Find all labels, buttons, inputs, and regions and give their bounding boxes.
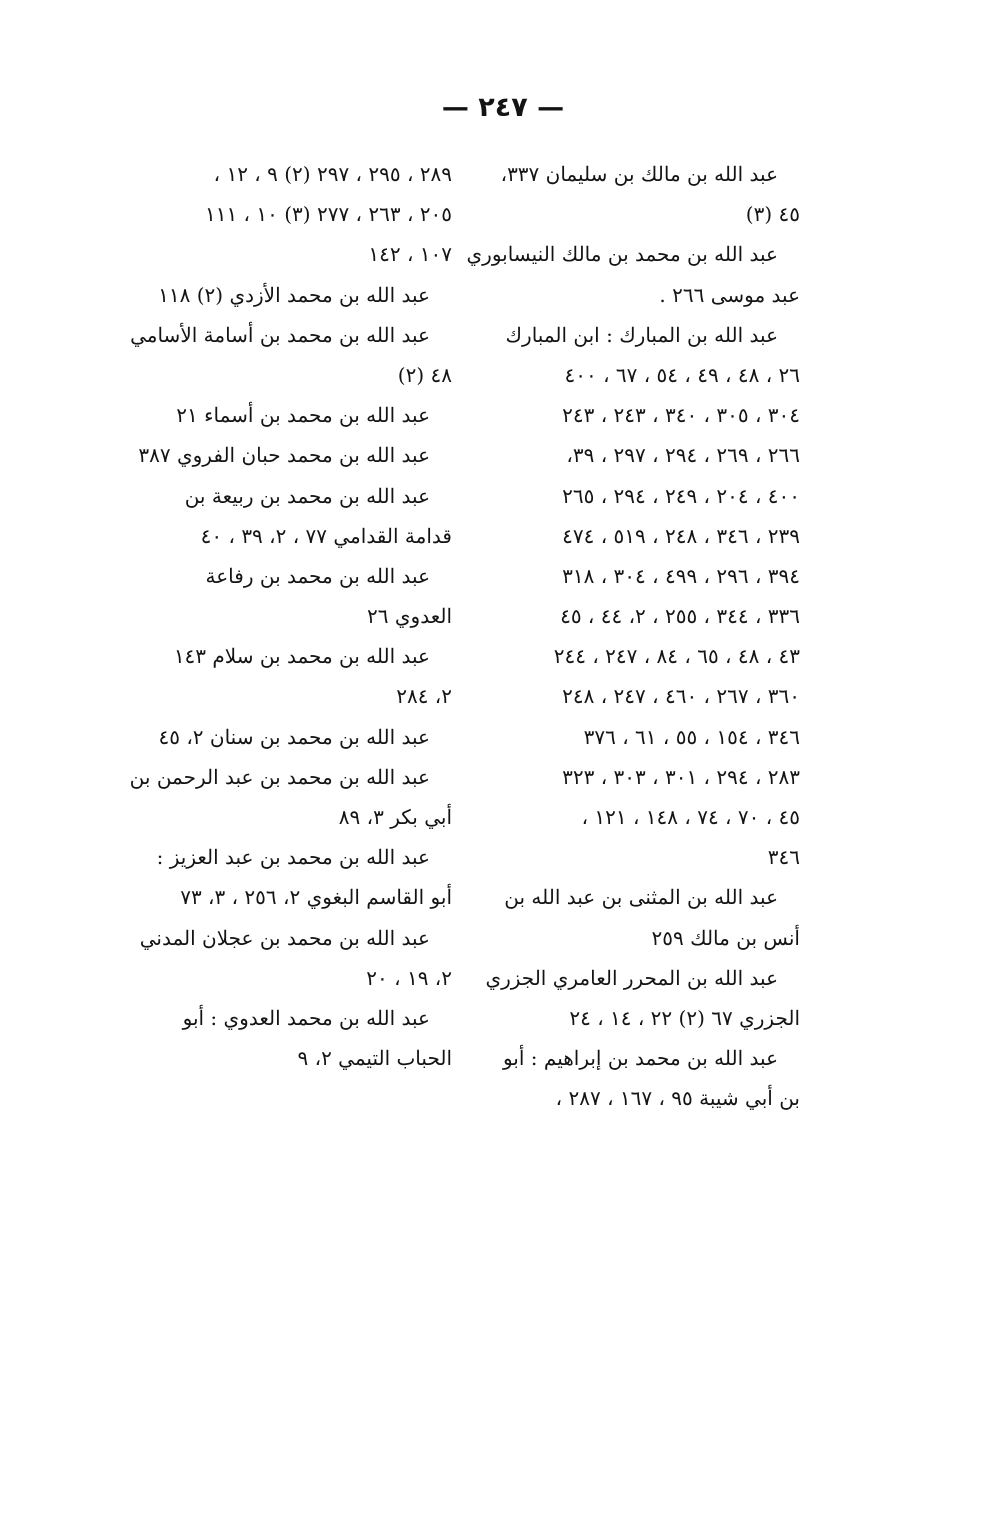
left-column-line: ٢، ١٩ ، ٢٠ xyxy=(366,965,452,990)
left-column-line: ٢، ٢٨٤ xyxy=(396,684,452,709)
left-column-line: عبد الله بن محمد العدوي : أبو xyxy=(182,1005,430,1030)
left-column-line: عبد الله بن محمد بن سنان ٢، ٤٥ xyxy=(158,724,430,749)
right-column-line: عبد الله بن محمد بن إبراهيم : أبو xyxy=(502,1046,778,1071)
right-column-line: عبد الله بن المبارك : ابن المبارك xyxy=(505,322,778,347)
left-column-line: ٢٨٩ ، ٢٩٥ ، ٢٩٧ (٢) ٩ ، ١٢ ، xyxy=(213,162,452,186)
right-column-line: ٤٠٠ ، ٢٠٤ ، ٢٤٩ ، ٢٩٤ ، ٢٦٥ xyxy=(562,483,800,508)
left-column-line: أبي بكر ٣، ٨٩ xyxy=(338,805,452,829)
left-column-line: ١٠٧ ، ١٤٢ xyxy=(368,242,452,267)
right-column-line: الجزري ٦٧ (٢) ٢٢ ، ١٤ ، ٢٤ xyxy=(569,1005,800,1030)
right-column-line: أنس بن مالك ٢٥٩ xyxy=(651,925,800,950)
left-column-line: الحباب التيمي ٢، ٩ xyxy=(297,1046,452,1071)
right-column-line: بن أبي شيبة ٩٥ ، ١٦٧ ، ٢٨٧ ، xyxy=(555,1086,800,1111)
left-column-line: قدامة القدامي ٧٧ ، ٢، ٣٩ ، ٤٠ xyxy=(200,523,452,548)
right-column-line: ٤٣ ، ٤٨ ، ٦٥ ، ٨٤ ، ٢٤٧ ، ٢٤٤ xyxy=(553,644,800,669)
right-column-line: ٣٩٤ ، ٢٩٦ ، ٤٩٩ ، ٣٠٤ ، ٣١٨ xyxy=(562,563,800,588)
left-column-line: عبد الله بن محمد حبان الفروي ٣٨٧ xyxy=(138,443,430,468)
right-column xyxy=(466,154,800,1119)
right-column-line: ٢٣٩ ، ٣٤٦ ، ٢٤٨ ، ٥١٩ ، ٤٧٤ xyxy=(562,523,800,548)
right-column-line: ٣٤٦ xyxy=(767,845,800,870)
right-column-line: ٣٣٦ ، ٣٤٤ ، ٢٥٥ ، ٢، ٤٤ ، ٤٥ xyxy=(560,604,800,629)
left-column-line: عبد الله بن محمد بن عبد الرحمن بن xyxy=(129,764,430,789)
right-column-line: عبد الله بن المثنى بن عبد الله بن xyxy=(504,885,778,910)
left-column-line: عبد الله بن محمد بن عجلان المدني xyxy=(139,925,430,950)
left-column-line: عبد الله بن محمد بن أسامة الأسامي xyxy=(130,322,430,347)
right-column-line: ٣٦٠ ، ٢٦٧ ، ٤٦٠ ، ٢٤٧ ، ٢٤٨ xyxy=(562,684,800,709)
right-column-line: ٤٥ ، ٧٠ ، ٧٤ ، ١٤٨ ، ١٢١ ، xyxy=(581,805,800,829)
page-number: — ٢٤٧ — xyxy=(441,92,565,123)
left-column-line: عبد الله بن محمد بن سلام ١٤٣ xyxy=(173,644,430,669)
left-column-line: ٤٨ (٢) xyxy=(397,362,452,387)
left-column-line: العدوي ٢٦ xyxy=(367,604,452,629)
left-column-line: ٢٠٥ ، ٢٦٣ ، ٢٧٧ (٣) ١٠ ، ١١١ xyxy=(204,202,452,227)
right-column-line: ٤٥ (٣) xyxy=(745,202,800,227)
right-column-line: عبد الله بن محمد بن مالك النيسابوري xyxy=(466,242,778,267)
right-column-line: عبد الله بن المحرر العامري الجزري xyxy=(485,965,778,990)
left-column xyxy=(129,154,452,1078)
left-column-line: عبد الله بن محمد الأزدي (٢) ١١٨ xyxy=(158,282,430,307)
right-column-line: ٢٨٣ ، ٢٩٤ ، ٣٠١ ، ٣٠٣ ، ٣٢٣ xyxy=(562,764,800,789)
left-column-line: أبو القاسم البغوي ٢، ٢٥٦ ، ٣، ٧٣ xyxy=(180,885,452,910)
right-column-line: ٢٦ ، ٤٨ ، ٤٩ ، ٥٤ ، ٦٧ ، ٤٠٠ xyxy=(564,362,800,387)
right-column-line: ٣٠٤ ، ٣٠٥ ، ٣٤٠ ، ٢٤٣ ، ٢٤٣ xyxy=(562,403,800,428)
right-column-line: عبد الله بن مالك بن سليمان ٣٣٧، xyxy=(500,162,778,186)
left-column-line: عبد الله بن محمد بن عبد العزيز : xyxy=(156,845,430,870)
left-column-line: عبد الله بن محمد بن رفاعة xyxy=(205,563,430,588)
left-column-line: عبد الله بن محمد بن أسماء ٢١ xyxy=(176,403,430,428)
right-column-line: عبد موسى ٢٦٦ . xyxy=(659,282,800,307)
right-column-line: ٢٦٦ ، ٢٦٩ ، ٢٩٤ ، ٢٩٧ ، ٣٩، xyxy=(566,443,800,468)
right-column-line: ٣٤٦ ، ١٥٤ ، ٥٥ ، ٦١ ، ٣٧٦ xyxy=(583,724,800,749)
left-column-line: عبد الله بن محمد بن ربيعة بن xyxy=(184,483,430,508)
